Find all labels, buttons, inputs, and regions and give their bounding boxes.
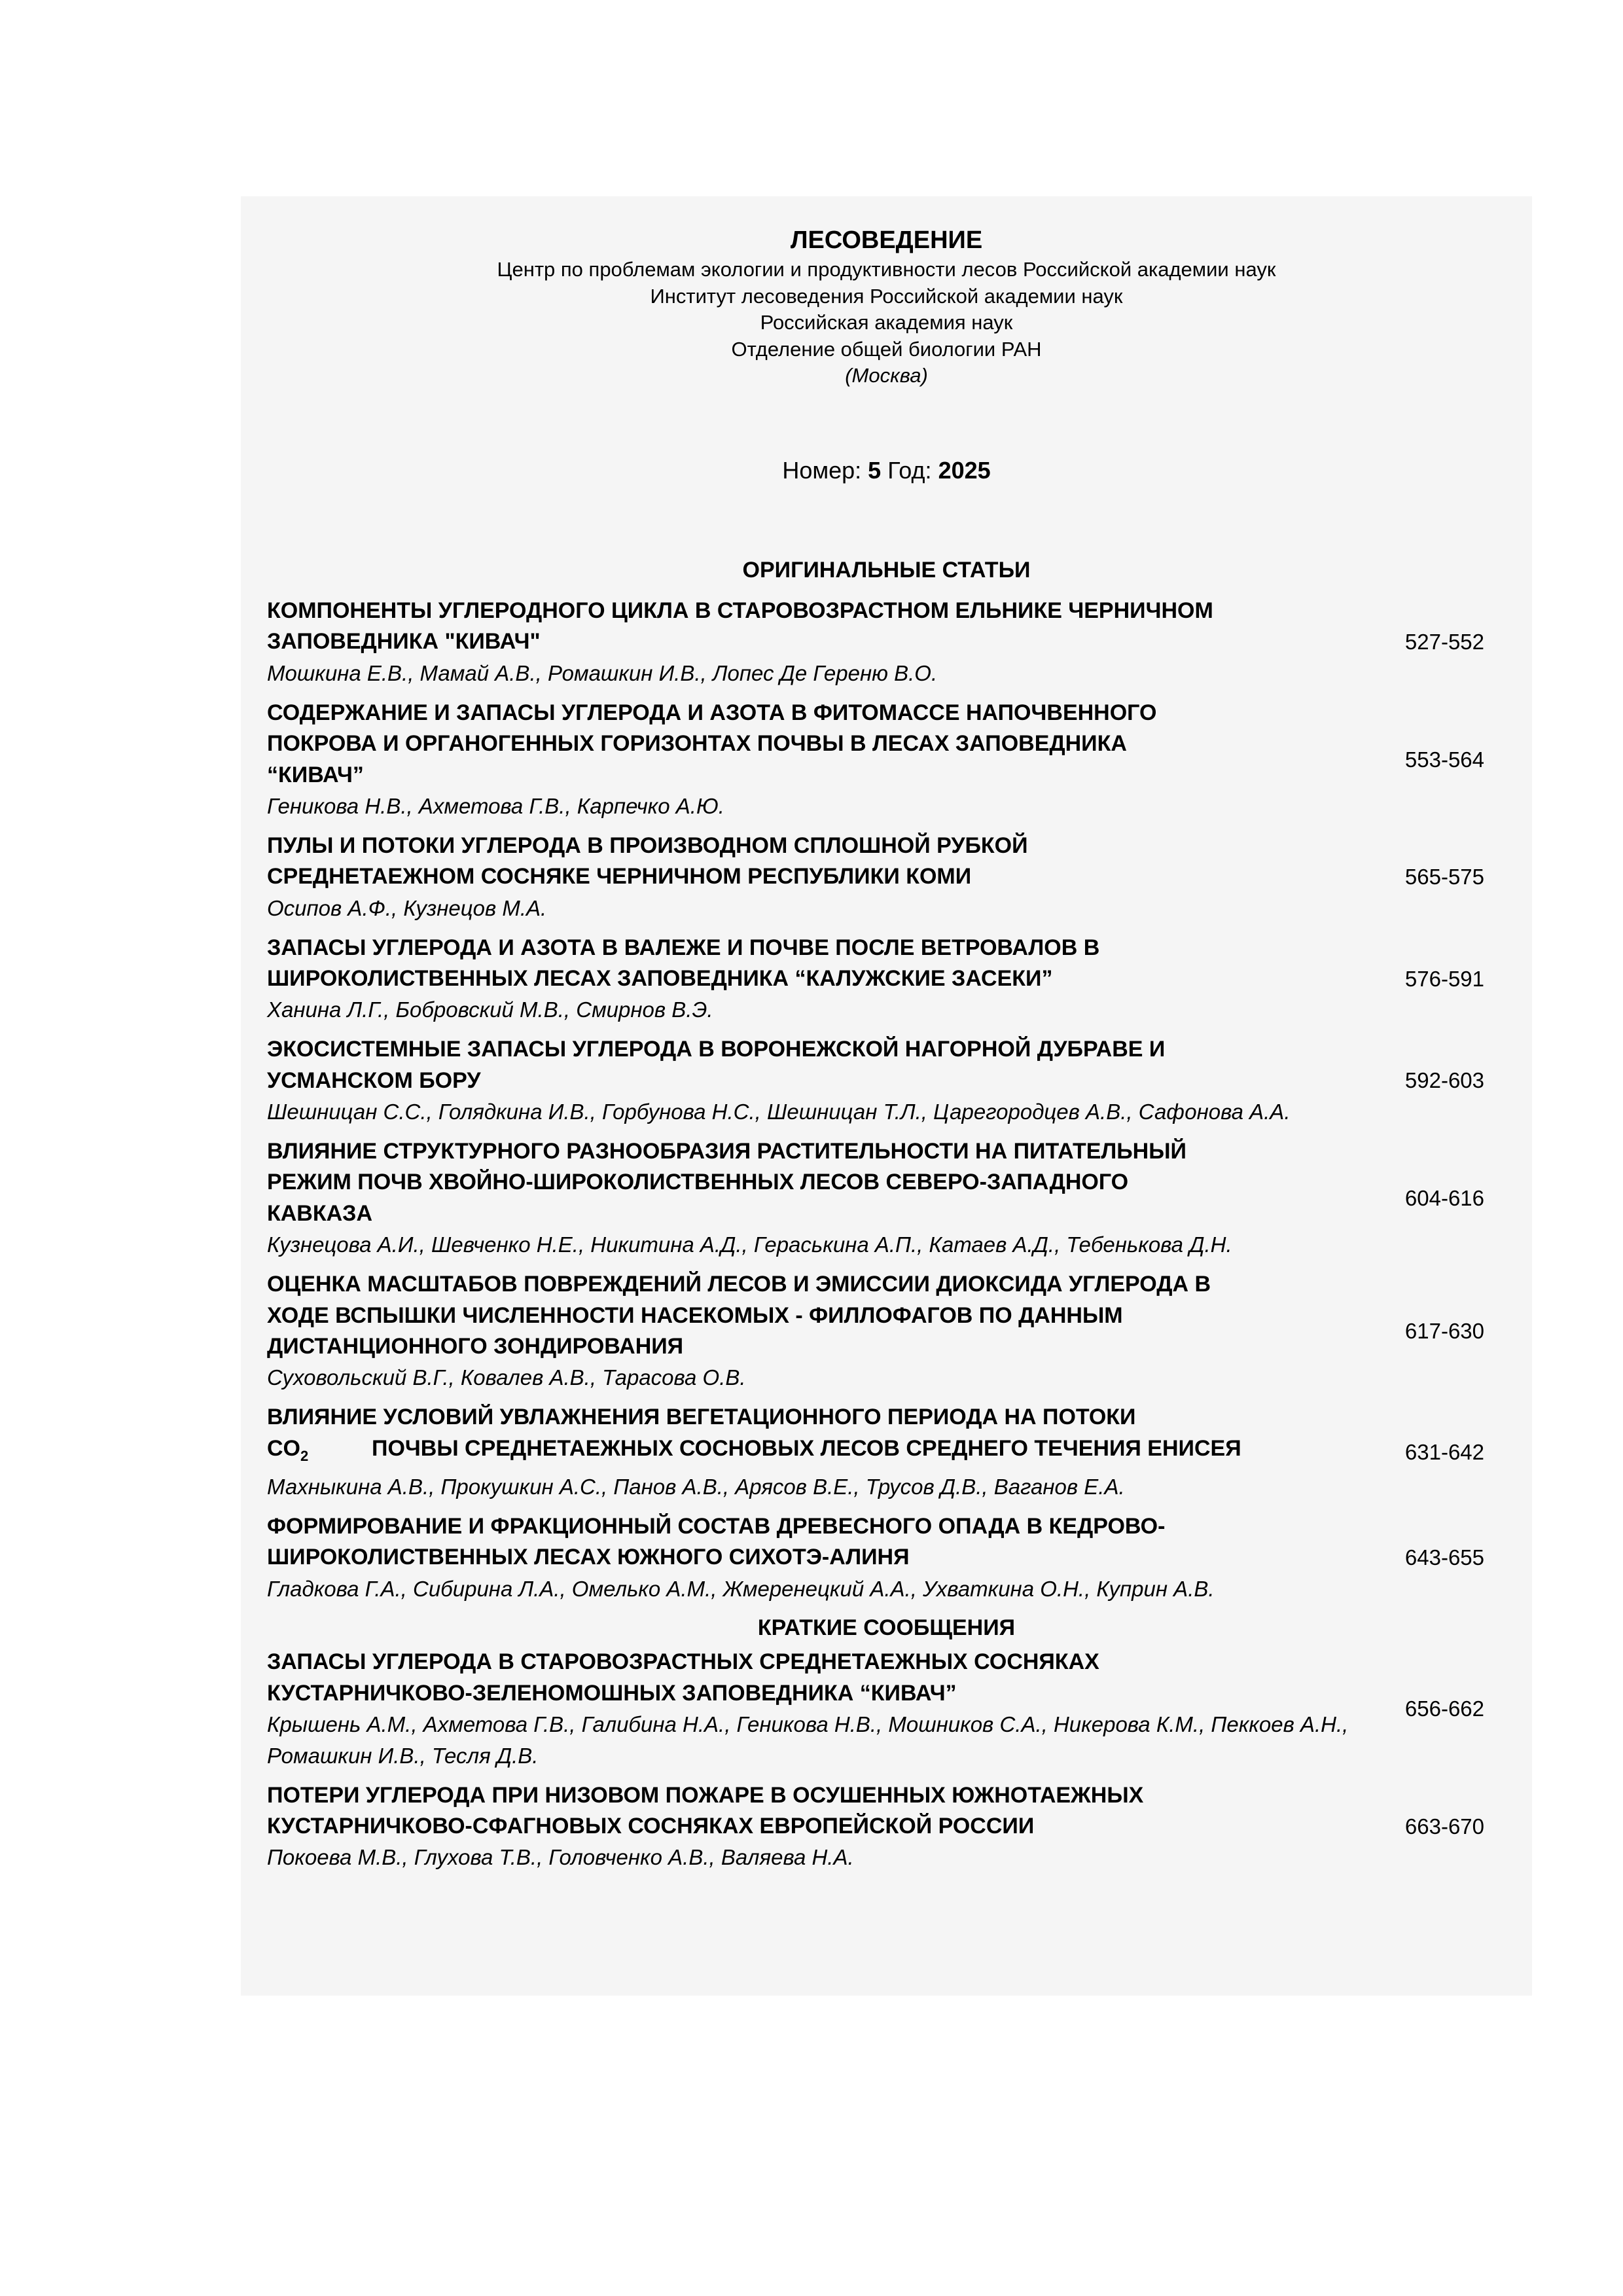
co2-subscript: 2 — [300, 1447, 309, 1464]
article-entry[interactable] — [267, 1269, 1510, 1393]
article-text — [267, 1269, 1373, 1393]
article-title-line[interactable]: ВЛИЯНИЕ СТРУКТУРНОГО РАЗНООБРАЗИЯ РАСТИТЕЛЬНОСТИ НА ПИТАТЕЛЬНЫЙ — [267, 1139, 1186, 1164]
article-entry[interactable] — [267, 1780, 1510, 1873]
co2-formula — [267, 1433, 372, 1471]
article-title-line[interactable]: КУСТАРНИЧКОВО-ЗЕЛЕНОМОШНЫХ ЗАПОВЕДНИКА “КИВАЧ” — [267, 1680, 957, 1706]
co2-prefix: CO — [267, 1435, 300, 1461]
article-title-rest: ПОЧВЫ СРЕДНЕТАЕЖНЫХ СОСНОВЫХ ЛЕСОВ СРЕДНЕГО ТЕЧЕНИЯ ЕНИСЕЯ — [372, 1435, 1241, 1461]
issue-info — [241, 456, 1532, 486]
organization-line: Отделение общей биологии РАН — [731, 337, 1042, 361]
article-title-line[interactable]: ЗАПАСЫ УГЛЕРОДА И АЗОТА В ВАЛЕЖЕ И ПОЧВЕ ПОСЛЕ ВЕТРОВАЛОВ В — [267, 935, 1100, 960]
article-authors: Шешницан С.С., Голядкина И.В., Горбунова Н.С., Шешницан Т.Л., Царегородцев А.В., Сафонова А.А. — [267, 1100, 1291, 1124]
article-pages[interactable]: 656-662 — [1404, 1696, 1484, 1721]
section-heading-original-articles: ОРИГИНАЛЬНЫЕ СТАТЬИ — [742, 558, 1031, 583]
article-text — [267, 596, 1373, 689]
article-title-line[interactable]: ПОКРОВА И ОРГАНОГЕННЫХ ГОРИЗОНТАХ ПОЧВЫ В ЛЕСАХ ЗАПОВЕДНИКА — [267, 731, 1127, 757]
article-entry[interactable] — [267, 1511, 1510, 1604]
issue-number: 5 — [868, 457, 882, 484]
article-title-line[interactable] — [267, 1433, 1373, 1471]
article-pages[interactable]: 527-552 — [1404, 630, 1484, 655]
article-title-line[interactable]: ФОРМИРОВАНИЕ И ФРАКЦИОННЫЙ СОСТАВ ДРЕВЕСНОГО ОПАДА В КЕДРОВО- — [267, 1513, 1166, 1539]
article-title-line[interactable]: СРЕДНЕТАЕЖНОМ СОСНЯКЕ ЧЕРНИЧНОМ РЕСПУБЛИКИ КОМИ — [267, 864, 972, 889]
year-label: Год: — [887, 457, 932, 484]
article-title-line[interactable]: ЗАПАСЫ УГЛЕРОДА В СТАРОВОЗРАСТНЫХ СРЕДНЕТАЕЖНЫХ СОСНЯКАХ — [267, 1649, 1099, 1675]
article-text — [267, 831, 1373, 924]
year: 2025 — [938, 457, 991, 484]
article-text — [267, 1136, 1373, 1261]
article-text — [267, 933, 1373, 1026]
article-title-line[interactable]: УСМАНСКОМ БОРУ — [267, 1067, 481, 1093]
article-pages[interactable]: 663-670 — [1404, 1814, 1484, 1839]
article-authors: Махныкина А.В., Прокушкин А.С., Панов А.В., Арясов В.Е., Трусов Д.В., Ваганов Е.А. — [267, 1474, 1125, 1499]
article-entry[interactable] — [267, 1034, 1510, 1127]
organizations — [241, 257, 1532, 389]
article-text — [267, 1511, 1373, 1604]
organization-line: Центр по проблемам экологии и продуктивности лесов Российской академии наук — [497, 258, 1276, 281]
article-authors: Кузнецова А.И., Шевченко Н.Е., Никитина А.Д., Гераськина А.П., Катаев А.Д., Тебенькова Д.Н. — [267, 1232, 1232, 1257]
article-title-line[interactable]: ЗАПОВЕДНИКА "КИВАЧ" — [267, 629, 541, 655]
article-text — [267, 1780, 1373, 1873]
organization-line: Институт лесоведения Российской академии наук — [650, 284, 1123, 308]
article-title-line[interactable]: ПУЛЫ И ПОТОКИ УГЛЕРОДА В ПРОИЗВОДНОМ СПЛОШНОЙ РУБКОЙ — [267, 833, 1028, 858]
article-pages[interactable]: 604-616 — [1404, 1185, 1484, 1210]
article-entry[interactable] — [267, 596, 1510, 689]
issue-label: Номер: — [782, 457, 862, 484]
article-pages[interactable]: 631-642 — [1404, 1439, 1484, 1464]
article-pages[interactable]: 553-564 — [1404, 747, 1484, 772]
article-title-line[interactable]: ЭКОСИСТЕМНЫЕ ЗАПАСЫ УГЛЕРОДА В ВОРОНЕЖСКОЙ НАГОРНОЙ ДУБРАВЕ И — [267, 1037, 1166, 1062]
article-authors: Суховольский В.Г., Ковалев А.В., Тарасова О.В. — [267, 1365, 746, 1390]
journal-title: ЛЕСОВЕДЕНИЕ — [790, 226, 983, 254]
table-of-contents — [267, 555, 1510, 1882]
article-entry[interactable] — [267, 1136, 1510, 1261]
article-title-line[interactable]: РЕЖИМ ПОЧВ ХВОЙНО-ШИРОКОЛИСТВЕННЫХ ЛЕСОВ СЕВЕРО-ЗАПАДНОГО — [267, 1170, 1129, 1195]
article-authors: Мошкина Е.В., Мамай А.В., Ромашкин И.В., Лопес Де Гереню В.О. — [267, 660, 938, 685]
article-authors: Ханина Л.Г., Бобровский М.В., Смирнов В.Э. — [267, 997, 713, 1022]
article-title-line[interactable]: КОМПОНЕНТЫ УГЛЕРОДНОГО ЦИКЛА В СТАРОВОЗРАСТНОМ ЕЛЬНИКЕ ЧЕРНИЧНОМ — [267, 598, 1213, 623]
section-heading-short-communications: КРАТКИЕ СООБЩЕНИЯ — [757, 1615, 1016, 1641]
article-pages[interactable]: 617-630 — [1404, 1318, 1484, 1343]
article-title-line[interactable]: КУСТАРНИЧКОВО-СФАГНОВЫХ СОСНЯКАХ ЕВРОПЕЙСКОЙ РОССИИ — [267, 1814, 1035, 1839]
article-text — [267, 1402, 1373, 1502]
article-entry[interactable] — [267, 831, 1510, 924]
article-title-line[interactable]: СОДЕРЖАНИЕ И ЗАПАСЫ УГЛЕРОДА И АЗОТА В ФИТОМАССЕ НАПОЧВЕННОГО — [267, 700, 1157, 725]
article-pages[interactable]: 643-655 — [1404, 1545, 1484, 1570]
article-title-line[interactable]: ШИРОКОЛИСТВЕННЫХ ЛЕСАХ ЮЖНОГО СИХОТЭ-АЛИНЯ — [267, 1545, 910, 1570]
article-entry[interactable] — [267, 1402, 1510, 1502]
article-title-line[interactable]: ОЦЕНКА МАСШТАБОВ ПОВРЕЖДЕНИЙ ЛЕСОВ И ЭМИССИИ ДИОКСИДА УГЛЕРОДА В — [267, 1272, 1211, 1297]
article-title-line[interactable]: КАВКАЗА — [267, 1200, 373, 1226]
journal-contents-panel — [241, 196, 1532, 1996]
city: (Москва) — [845, 364, 928, 387]
article-title-line[interactable]: ШИРОКОЛИСТВЕННЫХ ЛЕСАХ ЗАПОВЕДНИКА “КАЛУЖСКИЕ ЗАСЕКИ” — [267, 965, 1053, 991]
article-text — [267, 698, 1373, 822]
article-pages[interactable]: 565-575 — [1404, 864, 1484, 889]
article-authors: Крышень А.М., Ахметова Г.В., Галибина Н.А., Геникова Н.В., Мошников С.А., Никерова К.М., Пеккоев А.Н., Ромашкин И.В., Тесля Д.В. — [267, 1712, 1349, 1768]
article-title-line[interactable]: “КИВАЧ” — [267, 762, 364, 787]
article-authors: Гладкова Г.А., Сибирина Л.А., Омелько А.М., Жмеренецкий А.А., Ухваткина О.Н., Куприн А.В. — [267, 1576, 1215, 1601]
article-text — [267, 1034, 1373, 1127]
article-entry[interactable] — [267, 1647, 1510, 1771]
article-authors: Покоева М.В., Глухова Т.В., Головченко А.В., Валяева Н.А. — [267, 1845, 854, 1870]
article-title-line[interactable]: ПОТЕРИ УГЛЕРОДА ПРИ НИЗОВОМ ПОЖАРЕ В ОСУШЕННЫХ ЮЖНОТАЕЖНЫХ — [267, 1782, 1144, 1808]
article-authors: Геникова Н.В., Ахметова Г.В., Карпечко А.Ю. — [267, 793, 724, 818]
article-title-line[interactable]: ВЛИЯНИЕ УСЛОВИЙ УВЛАЖНЕНИЯ ВЕГЕТАЦИОННОГО ПЕРИОДА НА ПОТОКИ — [267, 1405, 1136, 1430]
article-authors: Осипов А.Ф., Кузнецов М.А. — [267, 895, 547, 920]
article-pages[interactable]: 576-591 — [1404, 966, 1484, 991]
article-pages[interactable]: 592-603 — [1404, 1068, 1484, 1093]
article-text — [267, 1647, 1373, 1771]
article-title-line[interactable]: ДИСТАНЦИОННОГО ЗОНДИРОВАНИЯ — [267, 1333, 684, 1359]
article-entry[interactable] — [267, 933, 1510, 1026]
article-title-line[interactable]: ХОДЕ ВСПЫШКИ ЧИСЛЕННОСТИ НАСЕКОМЫХ - ФИЛЛОФАГОВ ПО ДАННЫМ — [267, 1302, 1123, 1328]
organization-line: Российская академия наук — [760, 311, 1013, 334]
article-entry[interactable] — [267, 698, 1510, 822]
